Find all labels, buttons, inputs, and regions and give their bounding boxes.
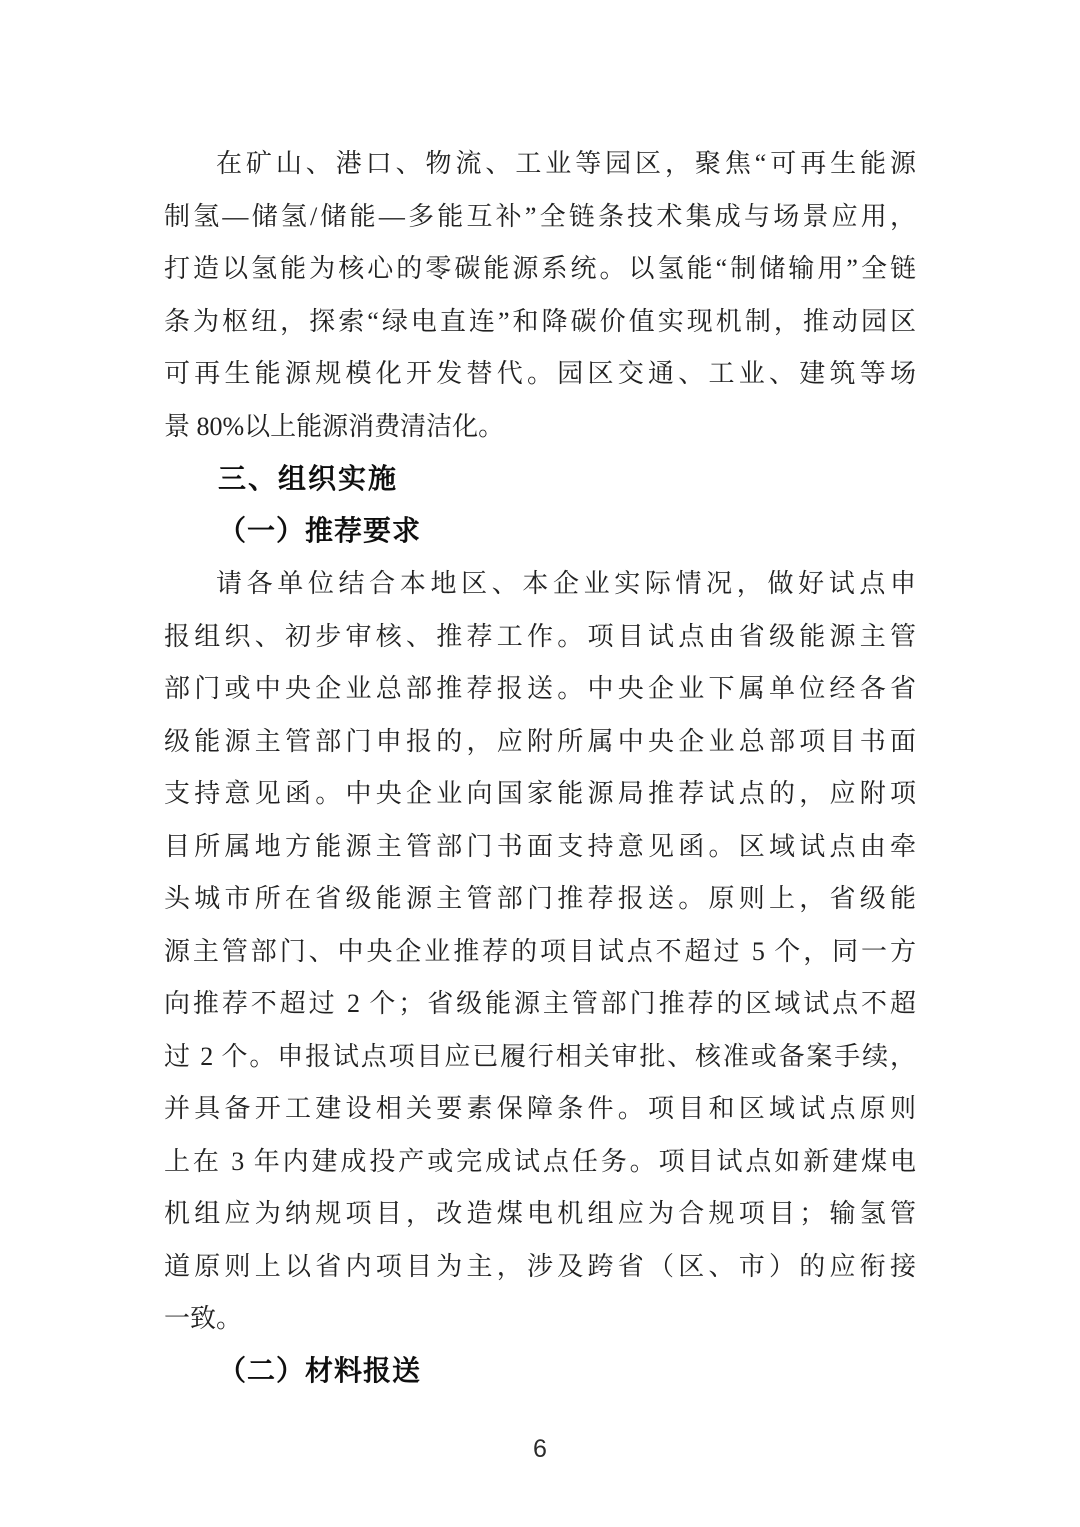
subheading-recommendation-requirements: （一）推荐要求 xyxy=(218,515,422,547)
text-line: 制氢—储氢/储能—多能互补”全链条技术集成与场景应用， xyxy=(164,201,916,231)
text-line: 源主管部门、中央企业推荐的项目试点不超过 5 个，同一方 xyxy=(164,936,916,966)
paragraph-zero-carbon-parks xyxy=(164,138,916,453)
text-line: 景 80%以上能源消费清洁化。 xyxy=(164,411,505,441)
text-line: 部门或中央企业总部推荐报送。中央企业下属单位经各省 xyxy=(164,674,916,703)
text-line: 机组应为纳规项目，改造煤电机组应为合规项目；输氢管 xyxy=(164,1199,916,1228)
text-line: 上在 3 年内建成投产或完成试点任务。项目试点如新建煤电 xyxy=(164,1146,916,1176)
text-line: 目所属地方能源主管部门书面支持意见函。区域试点由牵 xyxy=(164,831,916,861)
document-body xyxy=(164,138,916,1398)
text-line: 过 2 个。申报试点项目应已履行相关审批、核准或备案手续， xyxy=(164,1041,916,1071)
text-line: 向推荐不超过 2 个；省级能源主管部门推荐的区域试点不超 xyxy=(164,989,916,1018)
text-line: 并具备开工建设相关要素保障条件。项目和区域试点原则 xyxy=(164,1094,916,1123)
page-number: 6 xyxy=(533,1435,547,1463)
text-line: 一致。 xyxy=(164,1304,243,1333)
text-line: 支持意见函。中央企业向国家能源局推荐试点的，应附项 xyxy=(164,779,916,808)
text-line: 可再生能源规模化开发替代。园区交通、工业、建筑等场 xyxy=(164,359,916,388)
section-heading-organization-implementation: 三、组织实施 xyxy=(218,463,399,494)
subheading-material-submission: （二）材料报送 xyxy=(218,1355,422,1387)
text-line: 打造以氢能为核心的零碳能源系统。以氢能“制储输用”全链 xyxy=(164,254,916,283)
text-line: 在矿山、港口、物流、工业等园区，聚焦“可再生能源 xyxy=(216,149,916,178)
paragraph-recommendation-requirements xyxy=(164,558,916,1346)
text-line: 报组织、初步审核、推荐工作。项目试点由省级能源主管 xyxy=(164,621,916,651)
text-line: 条为枢纽，探索“绿电直连”和降碳价值实现机制，推动园区 xyxy=(164,306,916,336)
text-line: 头城市所在省级能源主管部门推荐报送。原则上，省级能 xyxy=(164,884,916,913)
text-line: 道原则上以省内项目为主，涉及跨省（区、市）的应衔接 xyxy=(164,1251,916,1281)
text-line: 请各单位结合本地区、本企业实际情况，做好试点申 xyxy=(216,569,916,598)
text-line: 级能源主管部门申报的，应附所属中央企业总部项目书面 xyxy=(164,726,916,756)
